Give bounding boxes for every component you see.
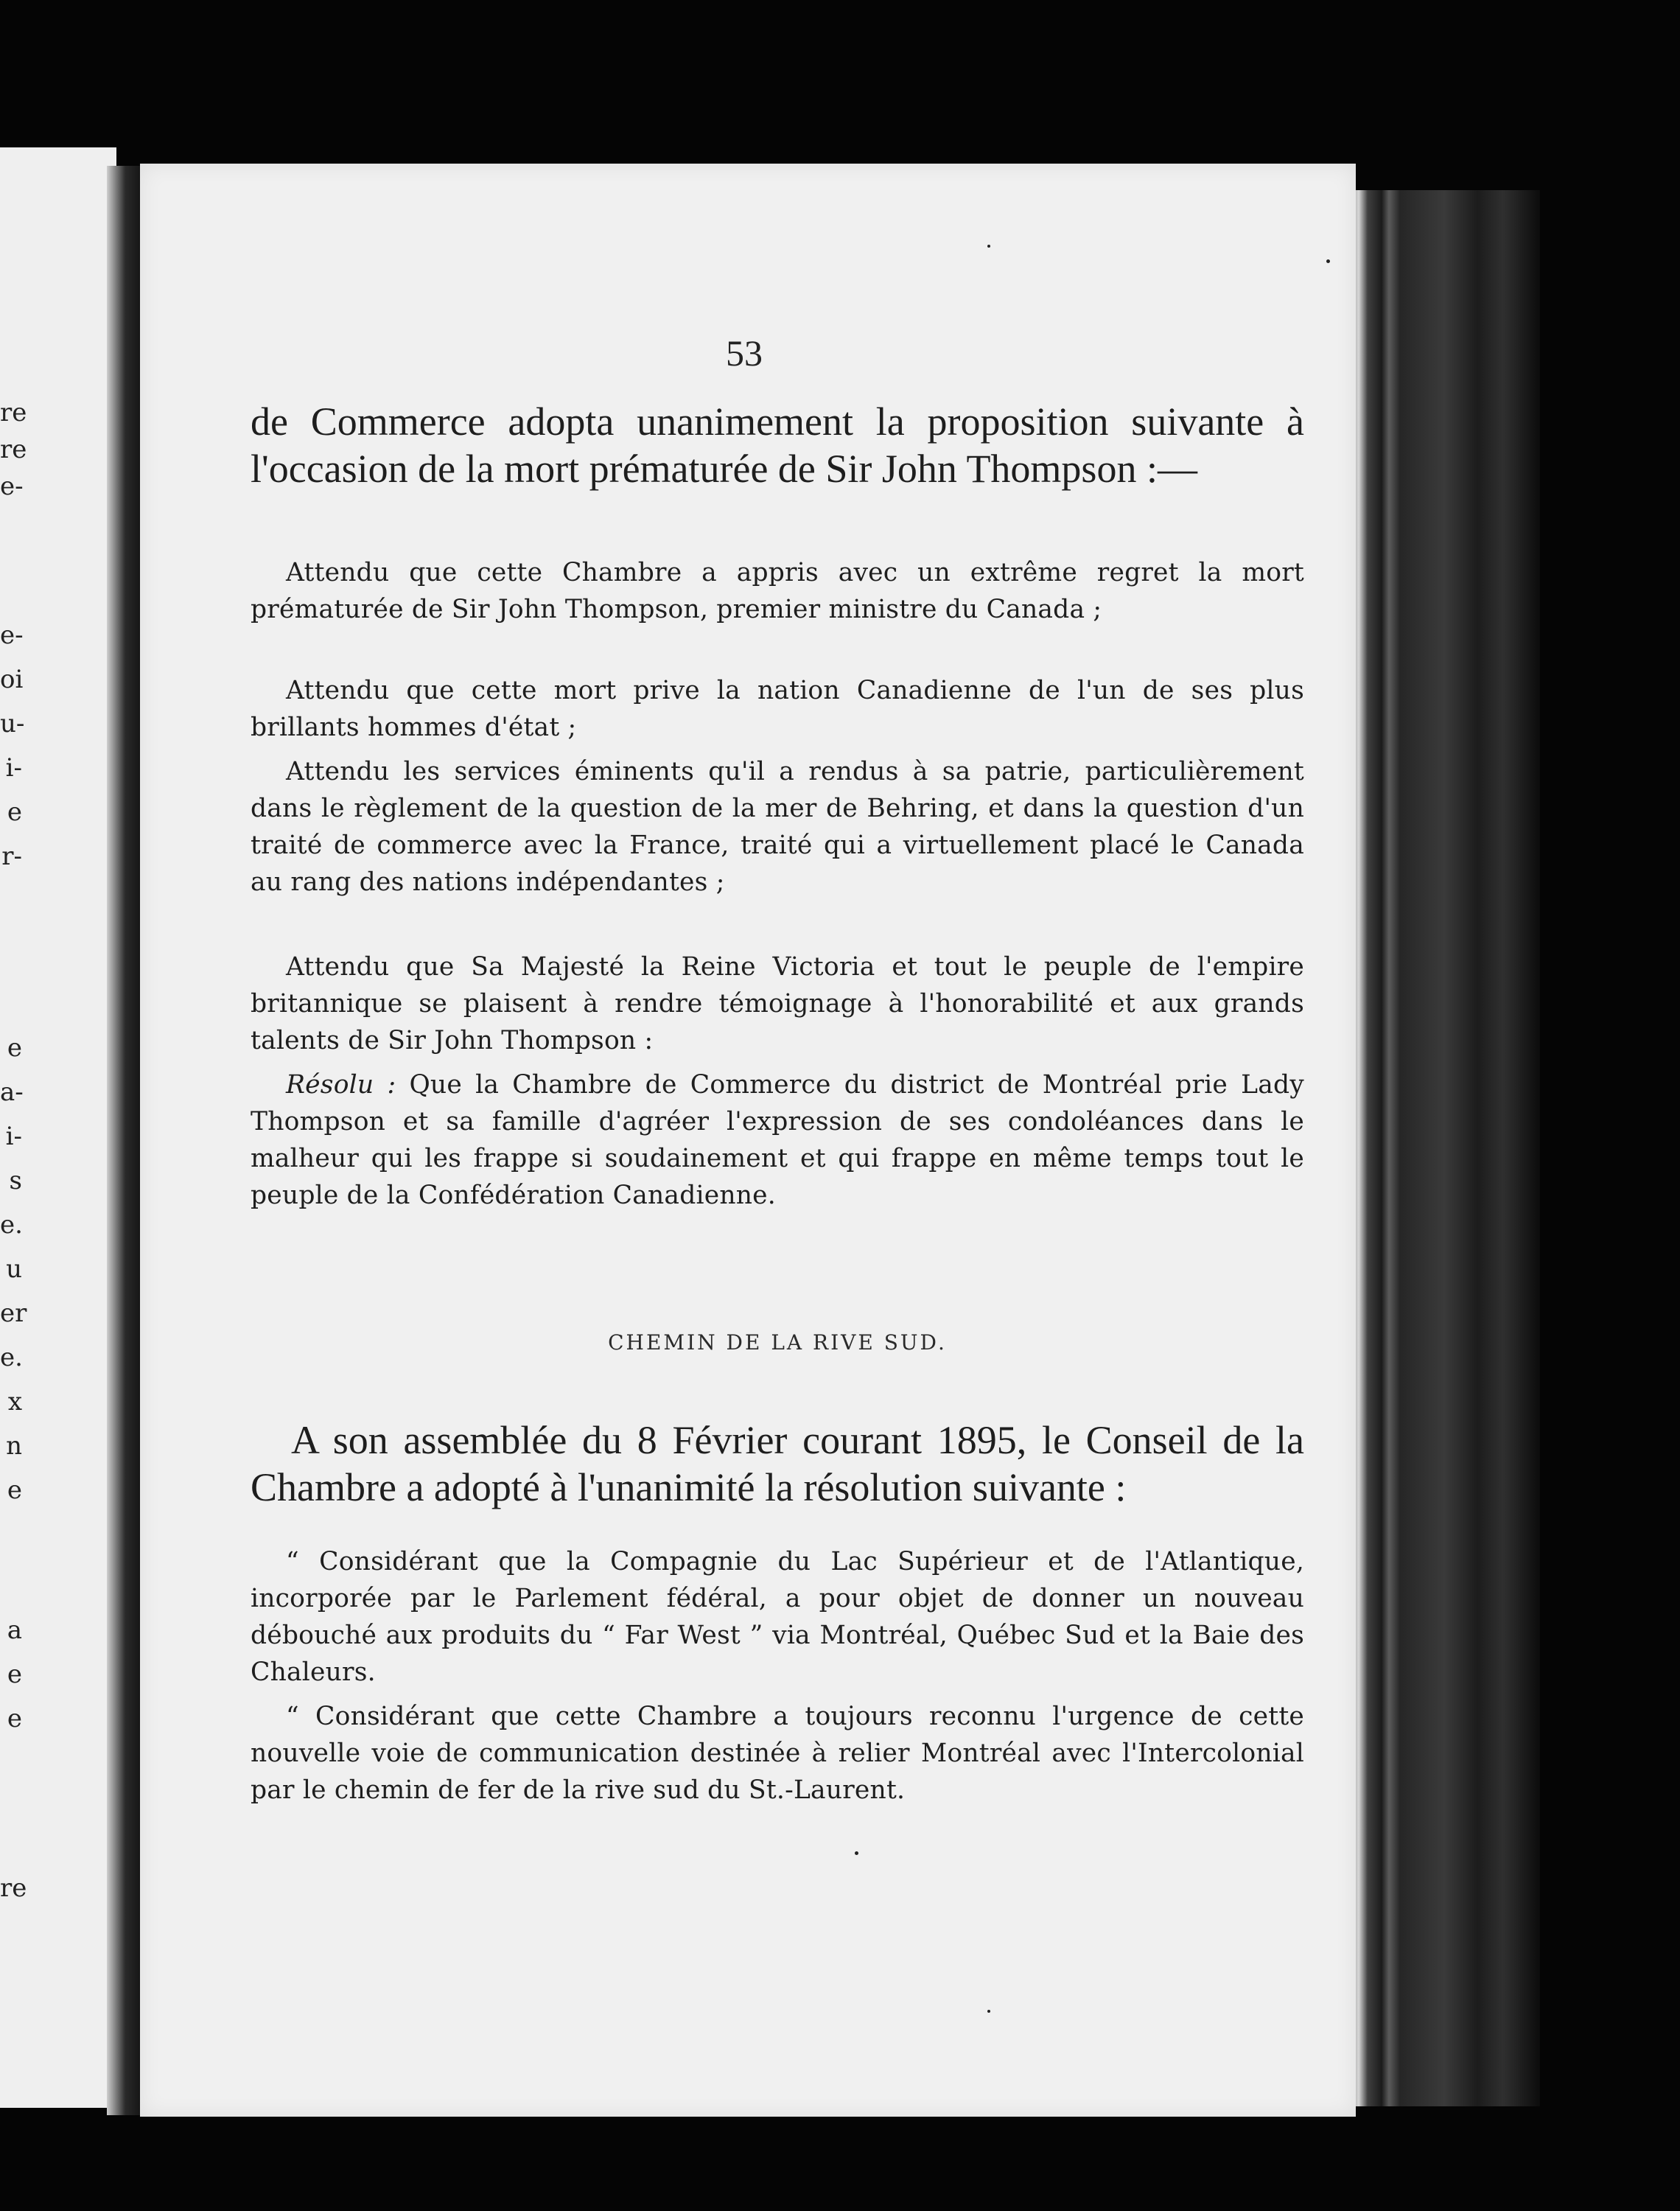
left-page-fragment: e. (0, 1343, 23, 1372)
left-page-fragment: er (0, 1299, 27, 1328)
paper-speck (987, 245, 990, 248)
left-page-fragment: s (9, 1166, 22, 1195)
left-page-fragment: n (6, 1431, 22, 1461)
paper-speck (1326, 259, 1330, 263)
left-page-fragment: re (0, 1873, 27, 1903)
considerant-paragraph-2: “ Considérant que cette Chambre a toujours reconnu l'urgence de cette nouvelle voie de communication destinée à relier Montréal avec l'Intercolonial par le chemin de fer de la rive sud du St.-Laurent. (251, 1702, 1304, 1805)
paper-speck (987, 2010, 990, 2013)
intro-paragraph: de Commerce adopta unanimement la proposition suivante à l'occasion de la mort prématurée de Sir John Thompson :— (251, 399, 1304, 491)
left-page-fragment: e (7, 1033, 22, 1063)
left-facing-page (0, 147, 116, 2108)
left-page-fragment: u- (0, 709, 25, 738)
attendu-paragraph-4: Attendu que Sa Majesté la Reine Victoria et tout le peuple de l'empire britannique se plaisent à rendre témoignage à l'honorabilité et aux grands talents de Sir John Thompson : (251, 952, 1304, 1055)
resolution-paragraph (251, 1066, 1304, 1214)
considerant-paragraph-1: “ Considérant que la Compagnie du Lac Supérieur et de l'Atlantique, incorporée par le Parlement fédéral, a pour objet de donner un nouveau débouché aux produits du “ Far West ” via Montréal, Québec Sud et la Baie des Chaleurs. (251, 1547, 1304, 1687)
left-page-fragment: a (7, 1616, 22, 1645)
left-page-fragment: e (7, 1704, 22, 1733)
attendu-paragraph-1: Attendu que cette Chambre a appris avec un extrême regret la mort prématurée de Sir John Thompson, premier ministre du Canada ; (251, 558, 1304, 624)
left-page-fragment: re (0, 435, 27, 464)
resolu-text: Que la Chambre de Commerce du district de Montréal prie Lady Thompson et sa famille d'agréer l'expression de ses condoléances dans le malheur qui les frappe si soudainement et qui frappe en même temps tout le peuple de la Confédération Canadienne. (251, 1070, 1304, 1210)
paper-speck (855, 1851, 858, 1855)
left-page-fragment: r- (1, 842, 22, 871)
left-page-fragment: u (6, 1254, 22, 1284)
left-page-fragment: e (7, 1660, 22, 1689)
attendu-paragraph-3: Attendu les services éminents qu'il a rendus à sa patrie, particulièrement dans le règlement de la question de la mer de Behring, et dans la question d'un traité de commerce avec la France, traité qui a virtuellement placé le Canada au rang des nations indépendantes ; (251, 757, 1304, 897)
section-heading: CHEMIN DE LA RIVE SUD. (608, 1330, 947, 1355)
left-page-fragment: x (7, 1387, 22, 1417)
left-page-fragment: i- (5, 1122, 22, 1151)
left-page-fragment: re (0, 398, 27, 427)
book-page-edges (1348, 190, 1540, 2106)
book-page (140, 164, 1356, 2117)
left-page-fragment: a- (0, 1077, 24, 1107)
left-page-fragment: e (7, 1475, 22, 1505)
page-number: 53 (726, 332, 763, 374)
attendu-paragraph-2: Attendu que cette mort prive la nation Canadienne de l'un de ses plus brillants hommes d'état ; (251, 676, 1304, 742)
left-page-fragment: e- (0, 472, 24, 501)
book-gutter (107, 166, 144, 2115)
left-page-fragment: e- (0, 621, 24, 650)
left-page-fragment: i- (5, 753, 22, 783)
assembly-paragraph: A son assemblée du 8 Février courant 1895, le Conseil de la Chambre a adopté à l'unanimité la résolution suivante : (251, 1418, 1304, 1509)
left-page-fragment: oi (0, 665, 24, 694)
resolu-label: Résolu : (286, 1070, 396, 1100)
left-page-fragment: e. (0, 1210, 23, 1240)
left-page-fragment: e (7, 797, 22, 827)
